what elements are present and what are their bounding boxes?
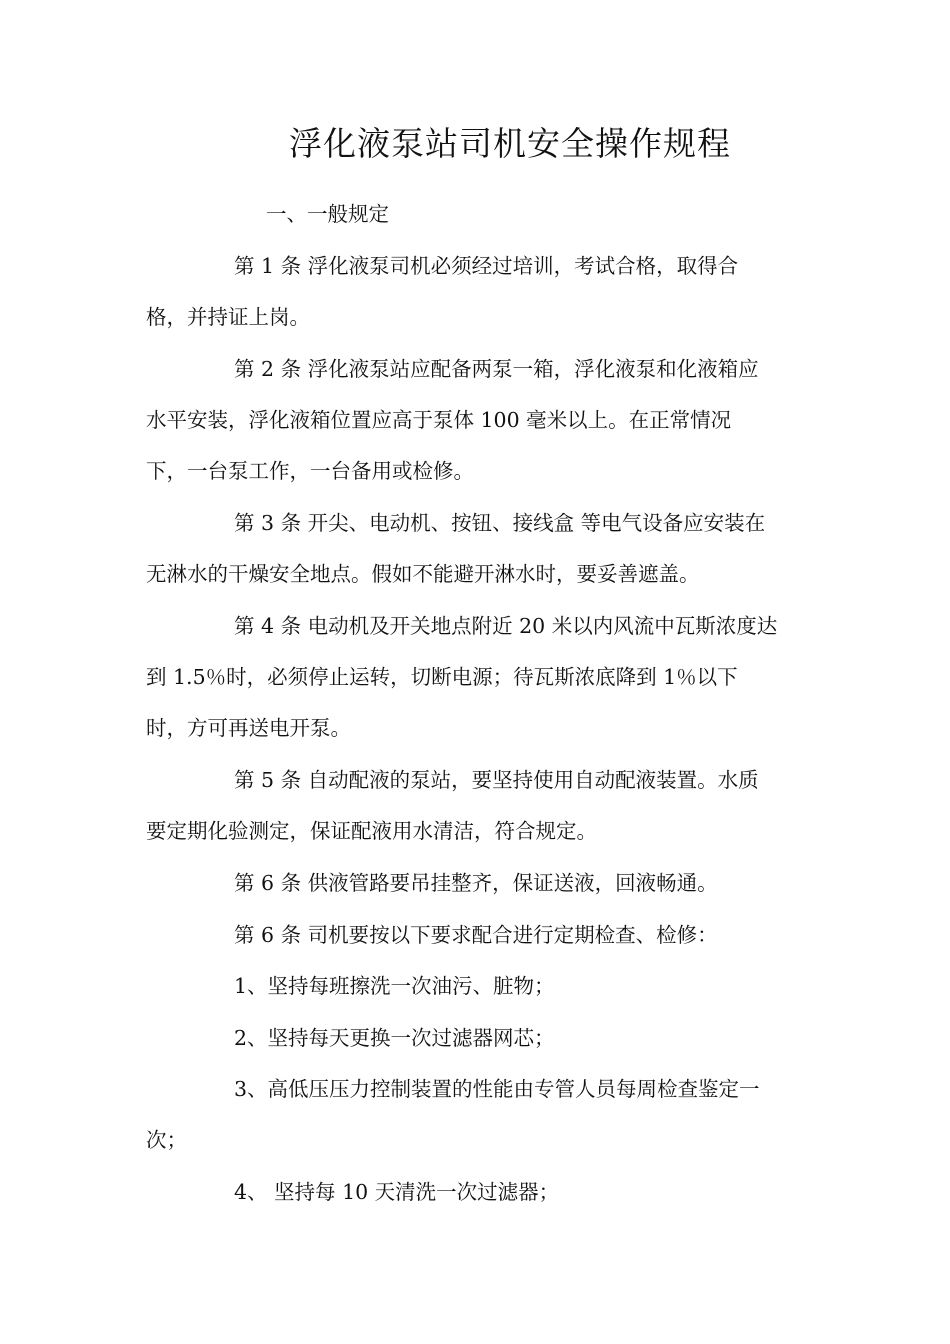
document-title: 浮化液泵站司机安全操作规程 <box>289 124 731 163</box>
list-item: 4、 坚持每 10 天清洗一次过滤器； <box>234 1180 560 1204</box>
paragraph-line: 第 2 条 浮化液泵站应配备两泵一箱，浮化液泵和化液箱应 <box>234 357 759 381</box>
paragraph-line: 第 6 条 供液管路要吊挂整齐，保证送液，回液畅通。 <box>234 871 718 895</box>
paragraph-line: 水平安装，浮化液箱位置应高于泵体 100 毫米以上。在正常情况 <box>146 408 732 432</box>
paragraph-line: 第 1 条 浮化液泵司机必须经过培训，考试合格，取得合 <box>234 254 739 278</box>
paragraph-line: 时，方可再送电开泵。 <box>146 716 351 740</box>
list-item: 次； <box>146 1128 187 1152</box>
list-item: 1、坚持每班擦洗一次油污、脏物； <box>234 974 555 998</box>
paragraph-line: 到 1.5％时，必须停止运转，切断电源；待瓦斯浓底降到 1％以下 <box>146 665 738 689</box>
paragraph-line: 格，并持证上岗。 <box>146 305 310 329</box>
section-heading: 一、一般规定 <box>266 202 389 226</box>
paragraph-line: 第 6 条 司机要按以下要求配合进行定期检查、检修： <box>234 923 718 947</box>
paragraph-line: 第 5 条 自动配液的泵站，要坚持使用自动配液装置。水质 <box>234 768 759 792</box>
paragraph-line: 第 4 条 电动机及开关地点附近 20 米以内风流中瓦斯浓度达 <box>234 614 778 638</box>
paragraph-line: 下，一台泵工作，一台备用或检修。 <box>146 459 474 483</box>
paragraph-line: 要定期化验测定，保证配液用水清洁，符合规定。 <box>146 819 597 843</box>
paragraph-line: 无淋水的干燥安全地点。假如不能避开淋水时，要妥善遮盖。 <box>146 562 700 586</box>
list-item: 2、坚持每天更换一次过滤器网芯； <box>234 1026 555 1050</box>
paragraph-line: 第 3 条 开尖、电动机、按钮、接线盒 等电气设备应安装在 <box>234 511 766 535</box>
list-item: 3、高低压压力控制装置的性能由专管人员每周检查鉴定一 <box>234 1077 760 1101</box>
